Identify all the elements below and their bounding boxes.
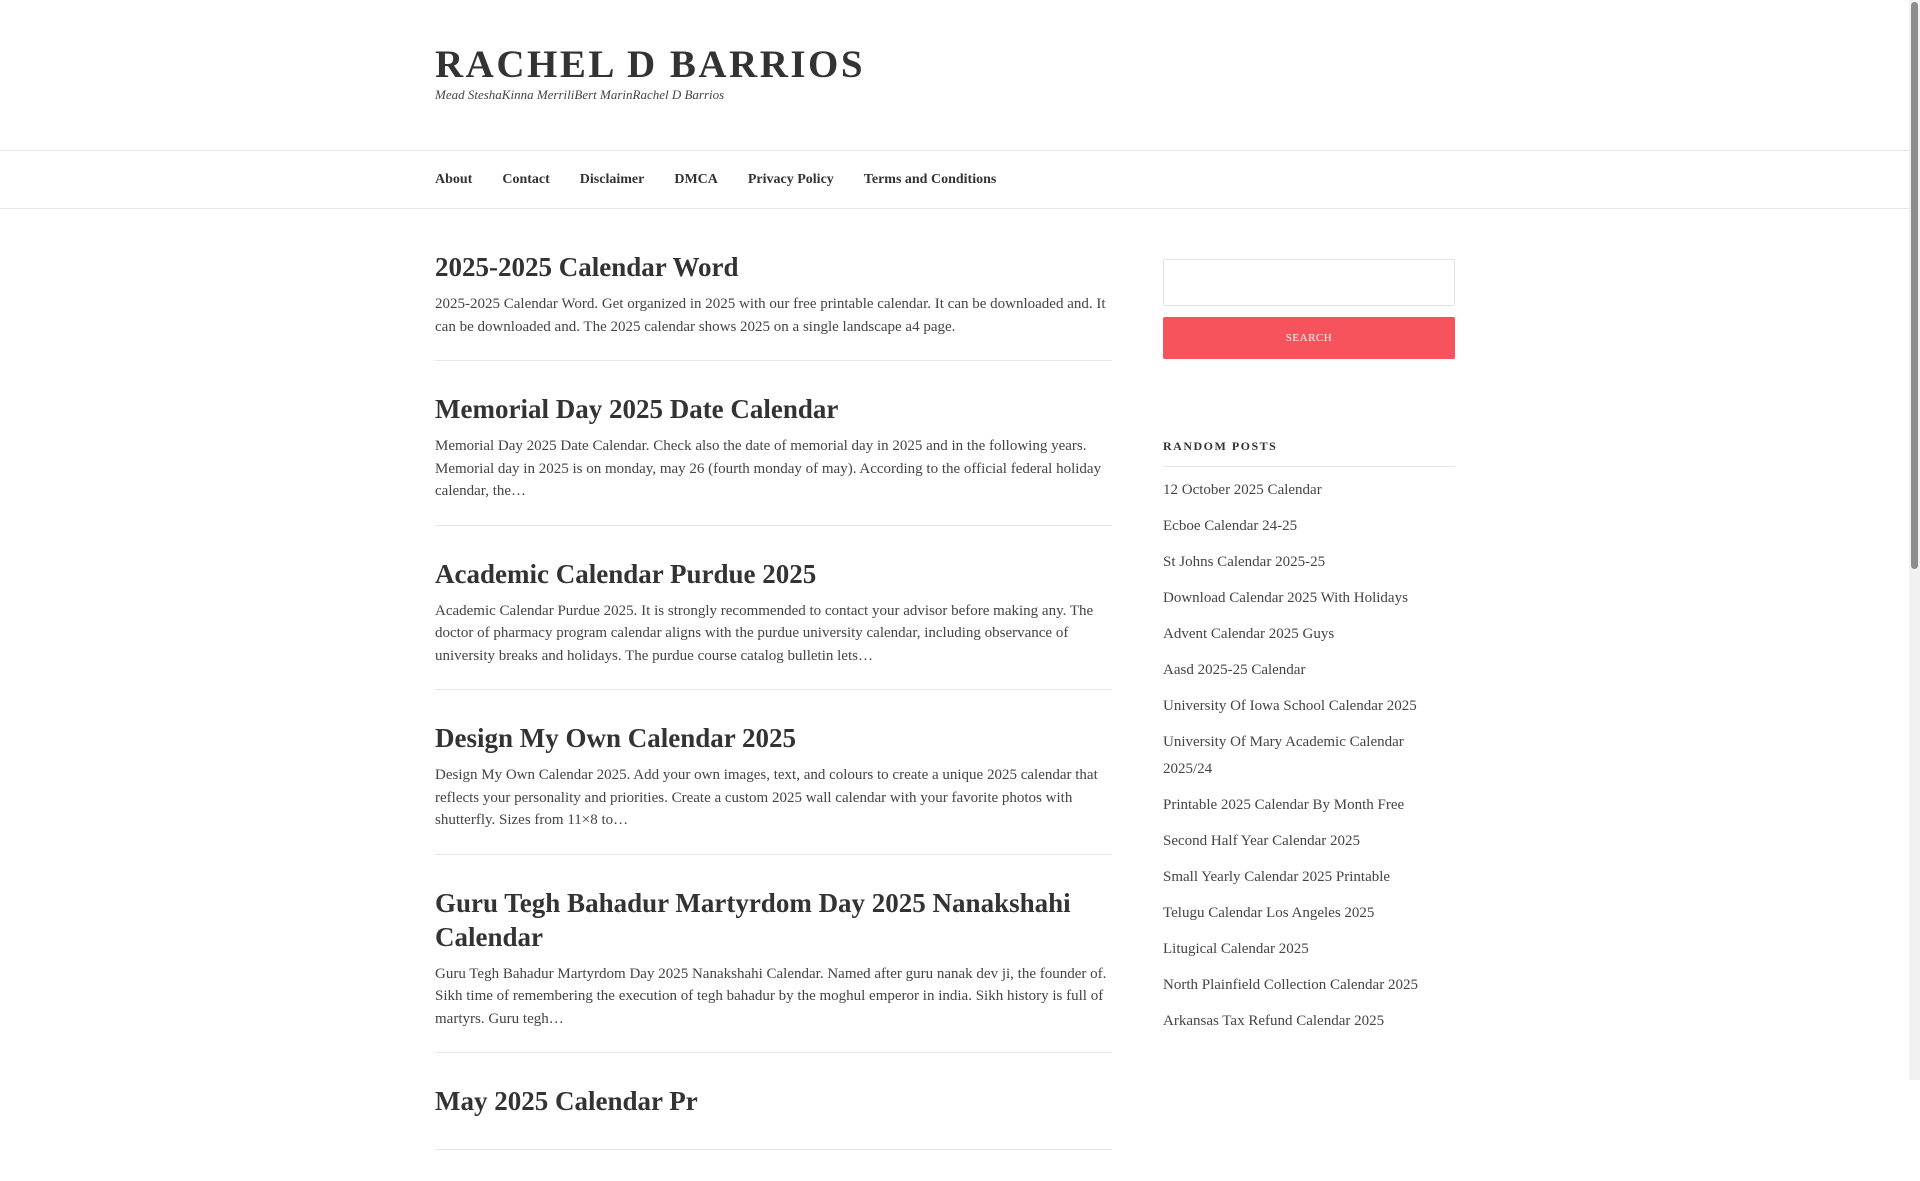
random-post-link[interactable]: Download Calendar 2025 With Holidays xyxy=(1163,590,1408,606)
random-post-link[interactable]: Advent Calendar 2025 Guys xyxy=(1163,626,1335,642)
post-title[interactable]: Academic Calendar Purdue 2025 xyxy=(435,558,817,589)
post-title[interactable]: Design My Own Calendar 2025 xyxy=(435,723,797,753)
search-input[interactable] xyxy=(1163,259,1455,306)
site-tagline: Mead SteshaKinna MerriliBert MarinRachel D Barrios xyxy=(435,87,725,102)
site-title[interactable]: RACHEL D BARRIOS xyxy=(435,43,866,86)
post-title[interactable]: May 2025 Calendar Pr xyxy=(435,1086,698,1116)
random-post-link[interactable]: Printable 2025 Calendar By Month Free xyxy=(1163,797,1405,813)
random-posts-title: RANDOM POSTS xyxy=(1163,439,1455,467)
post-excerpt: Memorial Day 2025 Date Calendar. Check also the date of memorial day in 2025 and in the following years. Memorial day in 2025 is on monday, may 26 (fourth monday of may). According to the official federal holiday calendar, the… xyxy=(435,438,1102,499)
random-post-link[interactable]: Aasd 2025-25 Calendar xyxy=(1163,662,1306,678)
random-post-link[interactable]: 12 October 2025 Calendar xyxy=(1163,482,1322,498)
random-post-link[interactable]: Telugu Calendar Los Angeles 2025 xyxy=(1163,905,1375,921)
post-item xyxy=(435,721,1112,855)
post-list xyxy=(435,250,1112,1181)
post-item xyxy=(435,886,1112,1054)
post-excerpt: 2025-2025 Calendar Word. Get organized in 2025 with our free printable calendar. It can be downloaded and. It can be downloaded and. The 2025 calendar shows 2025 on a single landscape a4 page. xyxy=(435,296,1106,335)
nav-item-privacy-policy[interactable]: Privacy Policy xyxy=(747,171,834,187)
nav-item-about[interactable]: About xyxy=(435,171,473,187)
random-post-link[interactable]: Litugical Calendar 2025 xyxy=(1163,941,1309,957)
post-item xyxy=(435,392,1112,526)
random-post-link[interactable]: Small Yearly Calendar 2025 Printable xyxy=(1163,869,1391,885)
random-post-link[interactable]: St Johns Calendar 2025-25 xyxy=(1163,554,1326,570)
post-title[interactable]: Memorial Day 2025 Date Calendar xyxy=(435,394,839,424)
main-nav xyxy=(0,151,1909,209)
post-excerpt: Guru Tegh Bahadur Martyrdom Day 2025 Nanakshahi Calendar. Named after guru nanak dev ji, the founder of. Sikh time of remembering the execution of tegh bahadur by the moghul emperor in india. Sikh history is full of martyrs. Guru tegh… xyxy=(435,965,1107,1027)
nav-item-terms[interactable]: Terms and Conditions xyxy=(863,171,997,187)
random-post-link[interactable]: University Of Mary Academic Calendar 2025/24 xyxy=(1163,734,1404,777)
post-title[interactable]: Guru Tegh Bahadur Martyrdom Day 2025 Nanakshahi Calendar xyxy=(435,887,1071,952)
vertical-scrollbar[interactable] xyxy=(1909,0,1920,1080)
search-button[interactable]: SEARCH xyxy=(1163,317,1455,359)
post-item xyxy=(435,557,1112,691)
nav-list xyxy=(435,151,1026,208)
random-post-link[interactable]: University Of Iowa School Calendar 2025 xyxy=(1163,698,1417,714)
nav-item-contact[interactable]: Contact xyxy=(502,171,550,187)
post-excerpt: Design My Own Calendar 2025. Add your own images, text, and colours to create a unique 2025 calendar that reflects your personality and priorities. Create a custom 2025 wall calendar with your favorite photos with shutterfly. Sizes from 11×8 to… xyxy=(435,767,1098,828)
random-posts-list xyxy=(1163,477,1455,1035)
random-post-link[interactable]: North Plainfield Collection Calendar 2025 xyxy=(1163,977,1418,993)
post-item xyxy=(435,250,1112,361)
scrollbar-thumb[interactable] xyxy=(1911,2,1918,569)
post-item xyxy=(435,1084,1112,1150)
random-post-link[interactable]: Second Half Year Calendar 2025 xyxy=(1163,833,1361,849)
sidebar xyxy=(1163,259,1455,1044)
post-title[interactable]: 2025-2025 Calendar Word xyxy=(435,252,739,282)
random-post-link[interactable]: Ecboe Calendar 24-25 xyxy=(1163,518,1298,534)
nav-item-dmca[interactable]: DMCA xyxy=(674,171,718,187)
random-post-link[interactable]: Arkansas Tax Refund Calendar 2025 xyxy=(1163,1013,1385,1029)
site-header xyxy=(0,0,1909,151)
nav-item-disclaimer[interactable]: Disclaimer xyxy=(579,171,645,187)
post-excerpt: Academic Calendar Purdue 2025. It is strongly recommended to contact your advisor before making any. The doctor of pharmacy program calendar aligns with the purdue university calendar, including observance of university breaks and holidays. The purdue course catalog bulletin lets… xyxy=(435,602,1094,664)
